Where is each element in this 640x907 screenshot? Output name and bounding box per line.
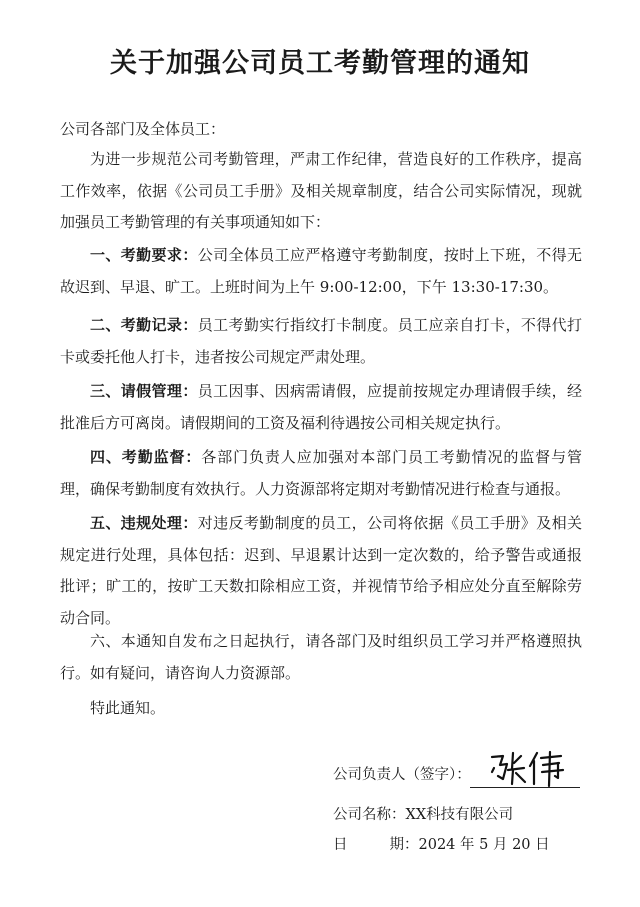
handwritten-signature (488, 748, 568, 788)
item-attendance-records (60, 310, 582, 373)
intro-paragraph: 为进一步规范公司考勤管理，严肃工作纪律，营造良好的工作秩序，提高工作效率，依据《公司员工手册》及相关规章制度，结合公司实际情况，现就加强员工考勤管理的有关事项通知如下： (60, 150, 582, 231)
signature-line (470, 787, 580, 788)
date-value: 2024 年 5 月 20 日 (418, 837, 550, 853)
item-body: 员工考勤实行指纹打卡制度。员工应亲自打卡，不得代打卡或委托他人打卡，违者按公司规定严肃处理。 (60, 316, 582, 366)
item-effective-date: 六、本通知自发布之日起执行，请各部门及时组织员工学习并严格遵照执行。如有疑问，请咨询人力资源部。 (60, 632, 582, 682)
date-label-second: 期： (389, 837, 419, 853)
item-heading: 五、违规处理： (90, 514, 198, 532)
company-name: XX科技有限公司 (405, 807, 514, 823)
item-attendance-requirements (60, 240, 582, 303)
item-heading: 四、考勤监督： (90, 448, 202, 466)
document-title: 关于加强公司员工考勤管理的通知 (110, 48, 530, 79)
company-label: 公司名称： (333, 807, 406, 823)
item-leave-management (60, 376, 582, 439)
item-body: 公司全体员工应严格遵守考勤制度，按时上下班，不得无故迟到、早退、旷工。上班时间为上午 9:00-12:00，下午 13:30-17:30。 (60, 246, 582, 296)
date-label-first: 日 (333, 837, 348, 853)
item-body: 员工因事、因病需请假，应提前按规定办理请假手续，经批准后方可离岗。请假期间的工资及福利待遇按公司相关规定执行。 (60, 382, 582, 432)
item-heading: 三、请假管理： (90, 382, 198, 400)
salutation: 公司各部门及全体员工： (60, 120, 226, 138)
item-body: 各部门负责人应加强对本部门员工考勤情况的监督与管理，确保考勤制度有效执行。人力资源部将定期对考勤情况进行检查与通报。 (60, 448, 582, 498)
company-name-row (333, 804, 513, 826)
item-attendance-supervision (60, 442, 582, 505)
signer-label: 公司负责人（签字）： (333, 767, 471, 783)
date-row (333, 834, 550, 856)
item-heading: 一、考勤要求： (90, 246, 198, 264)
closing-statement: 特此通知。 (90, 699, 166, 717)
item-violation-handling (60, 508, 582, 634)
item-body: 对违反考勤制度的员工，公司将依据《员工手册》及相关规定进行处理，具体包括：迟到、早退累计达到一定次数的，给予警告或通报批评；旷工的，按旷工天数扣除相应工资，并视情节给予相应处分直至解除劳动合同。 (60, 514, 582, 627)
item-heading: 二、考勤记录： (90, 316, 198, 334)
